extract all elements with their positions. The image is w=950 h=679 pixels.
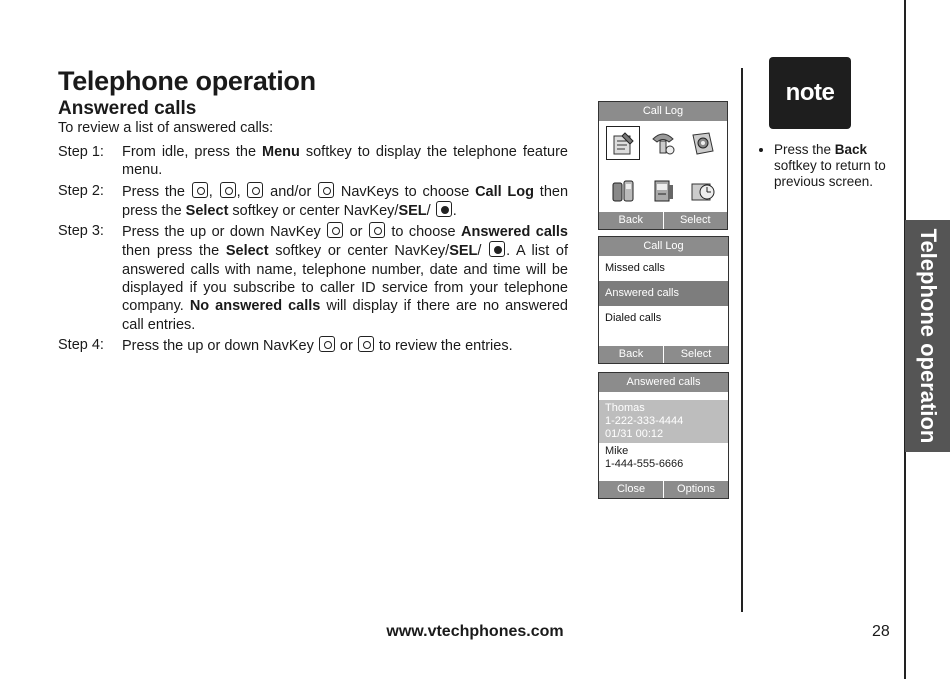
options-softkey[interactable]: Options	[663, 481, 728, 498]
menu-item-dialed-calls[interactable]: Dialed calls	[605, 312, 662, 324]
answered-calls-screen	[598, 372, 729, 499]
page-number: 28	[872, 623, 890, 640]
clock-icon[interactable]	[683, 172, 723, 210]
navkey-center-icon	[489, 241, 505, 257]
navkey-center-icon	[436, 201, 452, 217]
back-softkey[interactable]: Back	[618, 214, 643, 226]
section-heading: Answered calls	[58, 98, 197, 119]
screen-title: Call Log	[599, 237, 728, 256]
column-divider	[741, 68, 743, 612]
step-label: Step 4:	[58, 336, 104, 353]
note-badge: note	[769, 57, 851, 129]
menu-item-answered-calls[interactable]: Answered calls	[599, 281, 728, 306]
screen-title: Call Log	[599, 102, 727, 121]
navkey-up-icon	[319, 336, 335, 352]
call-log-icon-screen	[598, 101, 728, 230]
steps-list	[58, 143, 568, 357]
softkey-bar	[599, 212, 727, 229]
step-label: Step 3:	[58, 223, 104, 240]
navkey-up-icon	[327, 222, 343, 238]
note-bullet: • Press the Back softkey to return to previous screen.	[774, 142, 892, 190]
page-title: Telephone operation	[58, 66, 316, 96]
step-label: Step 2:	[58, 182, 104, 199]
settings-icon[interactable]	[683, 124, 723, 162]
directory-icon[interactable]	[643, 172, 683, 210]
step-text: From idle, press the Menu softkey to display the telephone feature menu.	[122, 144, 568, 179]
section-side-tab	[905, 220, 950, 452]
navkey-up-icon	[192, 182, 208, 198]
back-softkey[interactable]: Back	[618, 348, 644, 360]
footer-url: www.vtechphones.com	[386, 623, 564, 640]
caller-number: 1-444-555-6666	[605, 458, 684, 470]
call-log-menu-screen	[598, 236, 729, 364]
intercom-icon[interactable]	[603, 172, 643, 210]
navkey-down-icon	[358, 336, 374, 352]
step-text: Press the up or down NavKey or to review the entries.	[122, 337, 513, 354]
intro-text: To review a list of answered calls:	[58, 120, 274, 136]
step-2	[58, 182, 568, 221]
navkey-right-icon	[318, 182, 334, 198]
caller-number: 1-222-333-4444	[605, 415, 684, 427]
screen-title: Answered calls	[599, 373, 728, 392]
step-text: Press the up or down NavKey or to choose Answered calls then press the Select softkey or center NavKey/SEL/ . A list of answered calls with name, telephone number, date and time will be displayed if you subscribe to caller ID service from your telephone company. No answered calls will display if there are no answered call entries.	[122, 224, 569, 333]
note-text	[760, 142, 892, 190]
navkey-down-icon	[369, 222, 385, 238]
list-item[interactable]	[599, 400, 728, 443]
softkey-bar	[599, 346, 728, 363]
phone-icon[interactable]	[643, 124, 683, 162]
step-text: Press the , , and/or NavKeys to choose Call Log then press the Select softkey or center NavKey/SEL/ .	[122, 183, 569, 219]
call-log-icon[interactable]	[603, 124, 643, 162]
call-datetime: 01/31 00:12	[605, 428, 664, 440]
navkey-down-icon	[220, 182, 236, 198]
step-3	[58, 222, 568, 334]
select-softkey[interactable]: Select	[663, 212, 728, 229]
feature-icon-grid	[603, 124, 723, 210]
navkey-left-icon	[247, 182, 263, 198]
select-softkey[interactable]: Select	[663, 346, 728, 363]
list-item[interactable]	[599, 443, 728, 473]
step-label: Step 1:	[58, 144, 104, 160]
softkey-bar	[599, 481, 728, 498]
close-softkey[interactable]: Close	[616, 483, 646, 495]
caller-name: Thomas	[605, 402, 645, 414]
side-tab-label: Telephone operation	[915, 228, 941, 444]
caller-name: Mike	[605, 445, 629, 457]
menu-item-missed-calls[interactable]: Missed calls	[605, 262, 665, 274]
step-1	[58, 143, 568, 180]
step-4	[58, 336, 568, 355]
